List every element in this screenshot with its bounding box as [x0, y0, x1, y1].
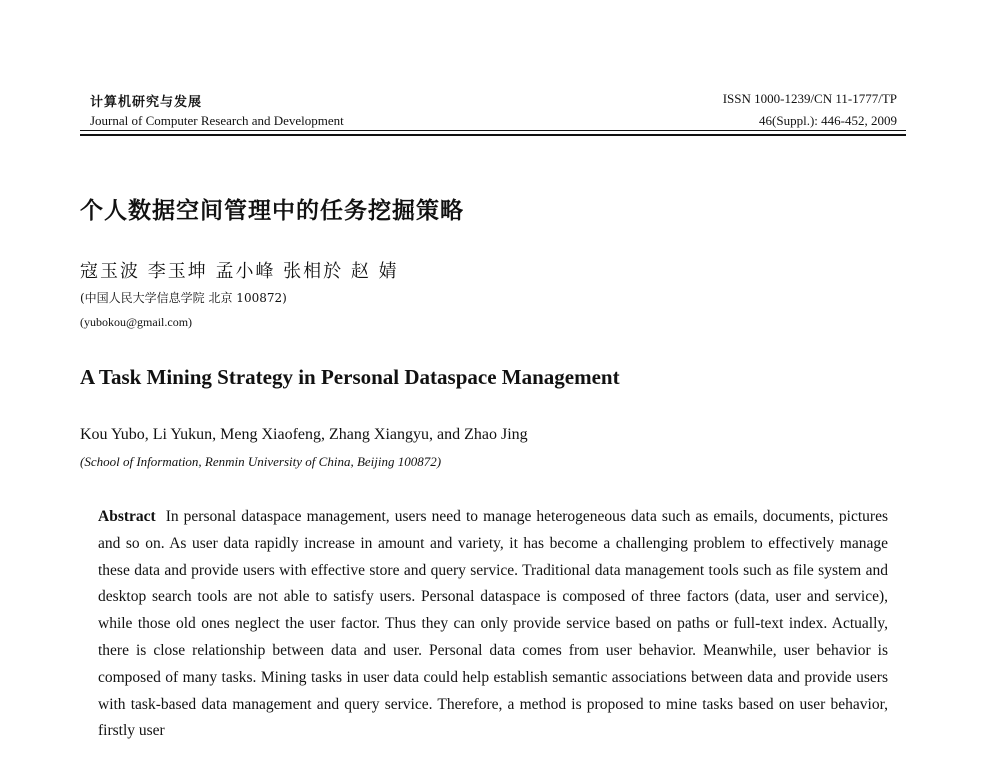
affiliation-cn: (中国人民大学信息学院 北京 100872) [80, 291, 287, 305]
volume-line: 46(Suppl.): 446-452, 2009 [759, 113, 897, 128]
paper-title-cn: 个人数据空间管理中的任务挖掘策略 [80, 198, 464, 224]
abstract-text: In personal dataspace management, users need to manage heterogeneous data such as emails, documents, pictures and so on. As user data rapidly increase in amount and variety, it has become a challenging problem to effectively manage these data and provide users with effective store and query service. Traditional data management tools such as file system and desktop search tools are not able to satisfy users. Personal dataspace is composed of three factors (data, user and service), while those old ones neglect the user factor. Thus they can only provide service based on paths or full-text index. Actually, there is close relationship between data and user. Personal data comes from user behavior. Meanwhile, user behavior is composed of many tasks. Mining tasks in user data could help establish semantic associations between data and provide users with task-based data management and query service. Therefore, a method is proposed to mine tasks based on user behavior, firstly user [98, 508, 888, 740]
header-rule-thin [80, 130, 906, 131]
journal-name-cn: 计算机研究与发展 [90, 95, 203, 110]
author-email: (yubokou@gmail.com) [80, 315, 193, 329]
header-rule-thick [80, 134, 906, 136]
authors-en: Kou Yubo, Li Yukun, Meng Xiaofeng, Zhang Xiangyu, and Zhao Jing [80, 426, 528, 443]
paper-title-en: A Task Mining Strategy in Personal Dataspace Management [80, 365, 620, 389]
authors-cn: 寇玉波 李玉坤 孟小峰 张相於 赵 婧 [80, 261, 399, 282]
abstract-label: Abstract [98, 508, 156, 525]
abstract-paragraph [98, 504, 888, 745]
issn-line: ISSN 1000-1239/CN 11-1777/TP [722, 91, 897, 106]
affiliation-en: (School of Information, Renmin University of China, Beijing 100872) [80, 454, 442, 469]
journal-name-en: Journal of Computer Research and Development [90, 113, 344, 128]
